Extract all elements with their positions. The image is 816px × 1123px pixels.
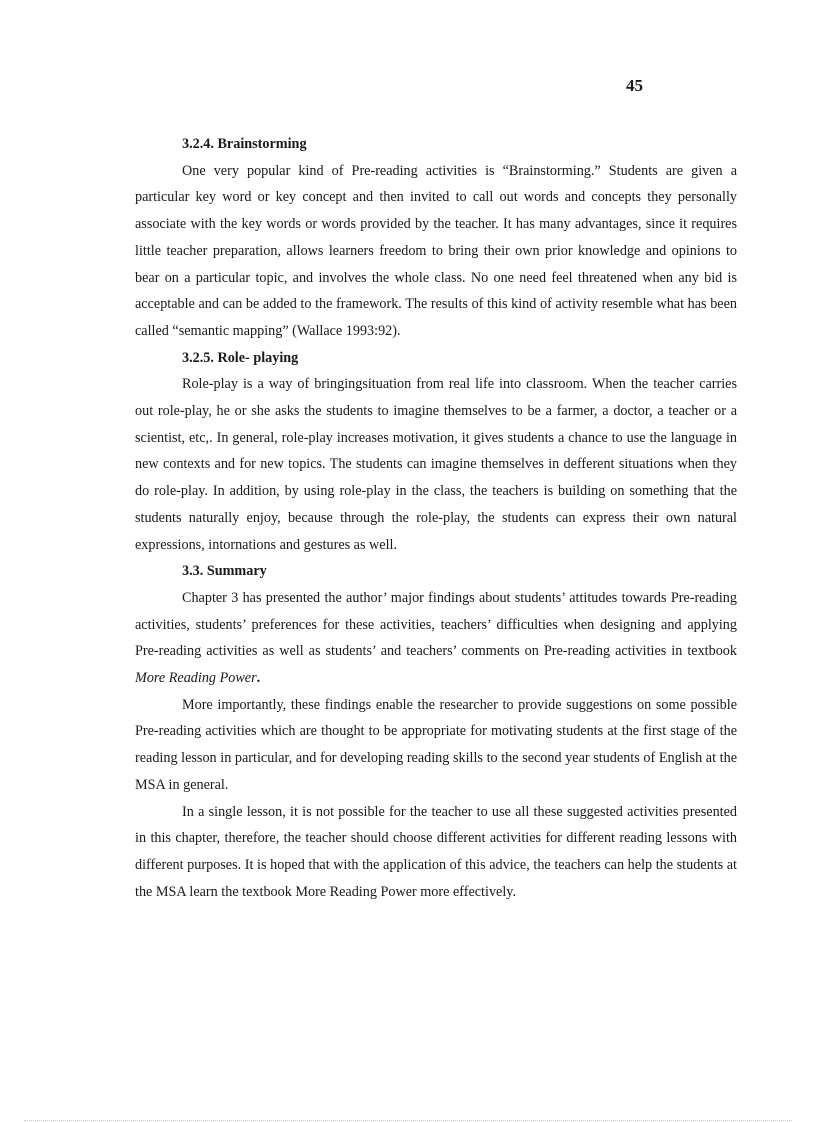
paragraph-role-playing: Role-play is a way of bringingsituation from real life into classroom. When the teacher carries out role-play, he or she asks the students to imagine themselves to be a farmer, a doctor, a teacher or a scientist, etc,. In general, role-play increases motivation, it gives students a chance to use the language in new contexts and for new topics. The students can imagine themselves in defferent situations when they do role-play. In addition, by using role-play in the class, the teachers is building on something that the students naturally enjoy, because through the role-play, the students can express their own natural expressions, intornations and gestures as well. [135, 376, 737, 553]
section-heading-brainstorming: 3.2.4. Brainstorming [182, 136, 307, 152]
page-bottom-divider [24, 1120, 792, 1121]
textbook-title: More Reading Power [135, 670, 257, 687]
section-heading-summary: 3.3. Summary [182, 563, 267, 580]
paragraph-summary-1-text: Chapter 3 has presented the author’ major findings about students’ attitudes towards Pre-reading activities, students’ preferences for these activities, teachers’ difficulties when designing and applying Pre-reading activities as well as students’ and teachers’ comments on Pre-reading activities in textbook [135, 589, 737, 660]
section-heading-role-playing: 3.2.5. Role- playing [182, 349, 299, 366]
title-end-mark: . [256, 670, 261, 687]
paragraph-summary-1 [135, 585, 737, 692]
page-number: 45 [626, 76, 643, 95]
paragraph-brainstorming: One very popular kind of Pre-reading activities is “Brainstorming.” Students are given a particular key word or key concept and then invited to call out words and concepts they personally associate with the key words or words provided by the teacher. It has many advantages, since it requires little teacher preparation, allows learners freedom to bring their own prior knowledge and opinions to bear on a particular topic, and involves the whole class. No one need feel threatened when any bid is acceptable and can be added to the framework. The results of this kind of activity resemble what has been called “semantic mapping” (Wallace 1993:92). [135, 162, 737, 339]
paragraph-summary-2: More importantly, these findings enable the researcher to provide suggestions on some possible Pre-reading activities which are thought to be appropriate for motivating students at the first stage of the reading lesson in particular, and for developing reading skills to the second year students of English at the MSA in general. [135, 696, 737, 793]
document-body [135, 131, 737, 905]
paragraph-summary-3: In a single lesson, it is not possible for the teacher to use all these suggested activities presented in this chapter, therefore, the teacher should choose different activities for different reading lessons with different purposes. It is hoped that with the application of this advice, the teachers can help the students at the MSA learn the textbook More Reading Power more effectively. [135, 803, 737, 900]
